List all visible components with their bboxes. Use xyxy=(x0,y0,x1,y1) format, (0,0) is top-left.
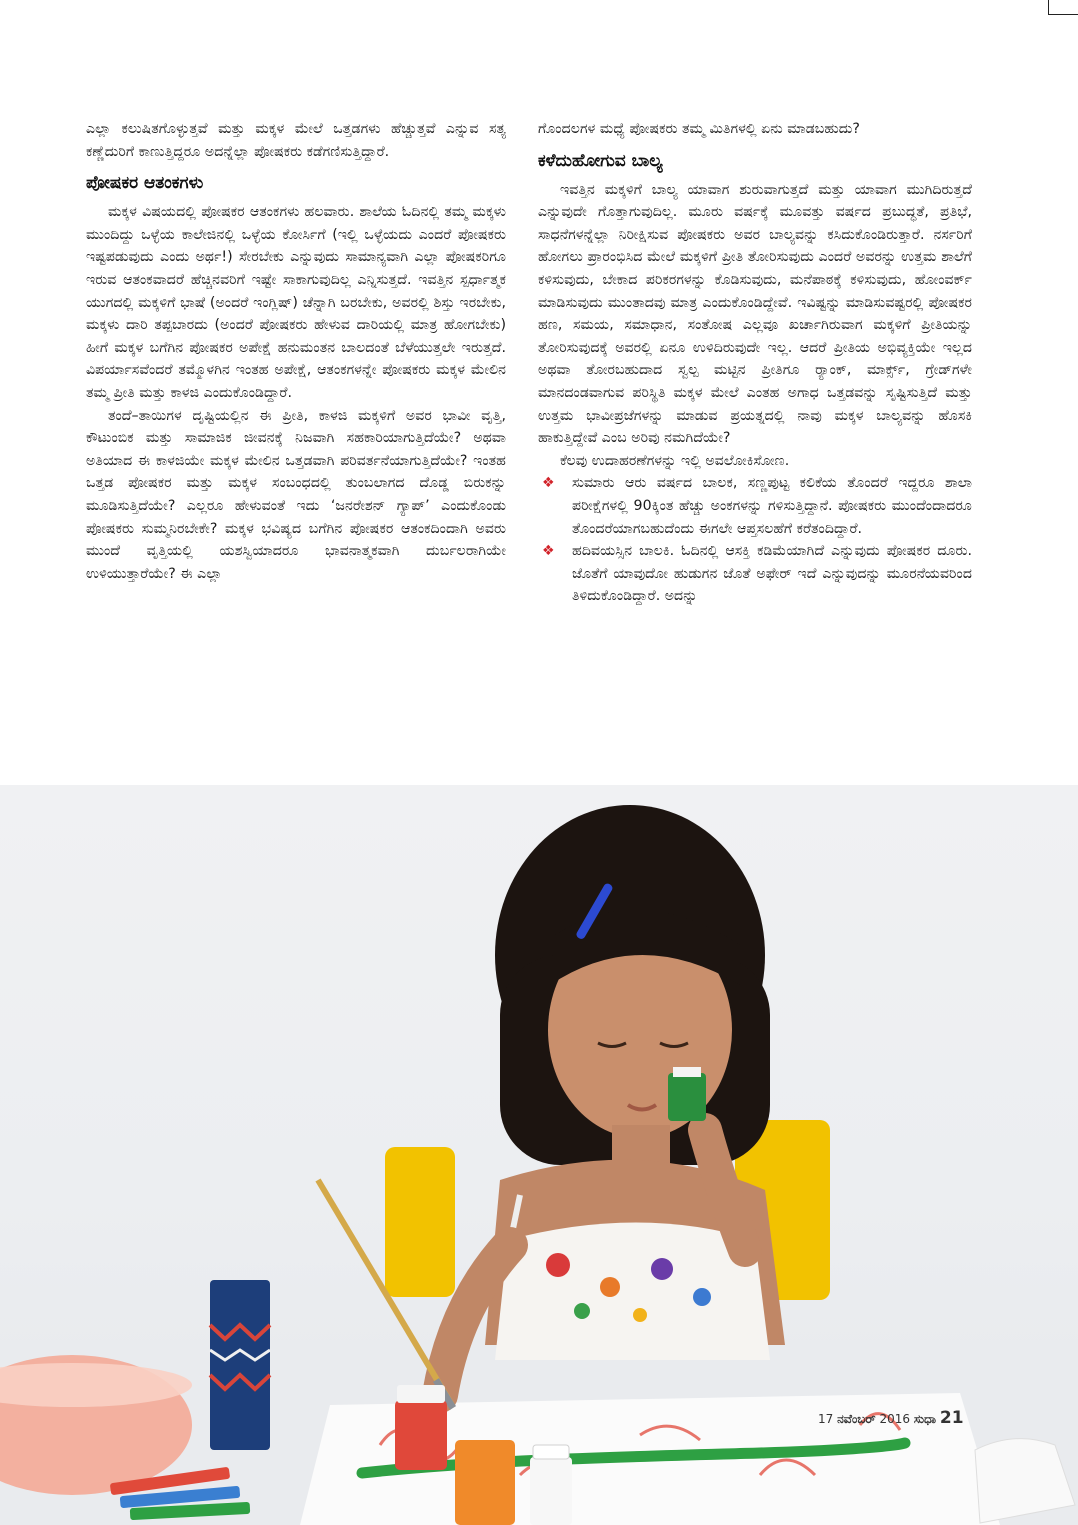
diamond-bullet-icon: ❖ xyxy=(542,543,555,560)
magazine-name: ಸುಧಾ xyxy=(913,1412,937,1426)
yellow-chair-left xyxy=(385,1147,455,1297)
example-list xyxy=(538,472,972,608)
right-column xyxy=(538,118,972,608)
neck xyxy=(612,1125,670,1165)
patterned-pencil-cup xyxy=(210,1280,270,1450)
embroidered-flower xyxy=(633,1308,647,1322)
paragraph: ಗೊಂದಲಗಳ ಮಧ್ಯೆ ಪೋಷಕರು ತಮ್ಮ ಮಿತಿಗಳಲ್ಲಿ ಏನು ಮಾಡಬಹುದು? xyxy=(538,121,860,137)
issue-day: 17 xyxy=(818,1412,834,1426)
paragraph: ಕೆಲವು ಉದಾಹರಣೆಗಳನ್ನು ಇಲ್ಲಿ ಅವಲೋಕಿಸೋಣ. xyxy=(560,452,790,469)
paragraph: ಮಕ್ಕಳ ವಿಷಯದಲ್ಲಿ ಪೋಷಕರ ಆತಂಕಗಳು ಹಲವಾರು. ಶಾಲೆಯ ಓದಿನಲ್ಲಿ ತಮ್ಮ ಮಕ್ಕಳು ಮುಂದಿದ್ದು ಒಳ್ಳೆಯ ಕಾಲೇಜಿನಲ್ಲಿ ಒಳ್ಳೆಯ ಕೋರ್ಸಿಗೆ (ಇಲ್ಲಿ ಒಳ್ಳೆಯದು ಎಂದರೆ ಪೋಷಕರು ಇಷ್ಟಪಡುವುದು ಎಂದು ಅರ್ಥ!) ಸೇರಬೇಕು ಎನ್ನುವುದು ಸಾಮಾನ್ಯವಾಗಿ ಎಲ್ಲಾ ಪೋಷಕರಿಗೂ ಇರುವ ಆತಂಕವಾದರೆ ಹೆಚ್ಚಿನವರಿಗೆ ಇಷ್ಟೇ ಸಾಕಾಗುವುದಿಲ್ಲ ಎನ್ನಿಸುತ್ತದೆ. ಇವತ್ತಿನ ಸ್ಪರ್ಧಾತ್ಮಕ ಯುಗದಲ್ಲಿ ಮಕ್ಕಳಿಗೆ ಭಾಷೆ (ಅಂದರೆ ಇಂಗ್ಲಿಷ್) ಚೆನ್ನಾಗಿ ಬರಬೇಕು, ಅವರಲ್ಲಿ ಶಿಸ್ತು ಇರಬೇಕು, ಮಕ್ಕಳು ದಾರಿ ತಪ್ಪಬಾರದು (ಅಂದರೆ ಪೋಷಕರು ಹೇಳುವ ದಾರಿಯಲ್ಲಿ ಮಾತ್ರ ಹೋಗಬೇಕು) ಹೀಗೆ ಮಕ್ಕಳ ಬಗೆಗಿನ ಪೋಷಕರ ಅಪೇಕ್ಷೆ ಹನುಮಂತನ ಬಾಲದಂತೆ ಬೆಳೆಯುತ್ತಲೇ ಇರುತ್ತದೆ. ವಿಪರ್ಯಾಸವೆಂದರೆ ತಮ್ಮೊಳಗಿನ ಇಂತಹ ಅಪೇಕ್ಷೆ, ಆತಂಕಗಳನ್ನೇ ಪೋಷಕರು ಮಕ್ಕಳ ಮೇಲಿನ ತಮ್ಮ ಪ್ರೀತಿ ಮತ್ತು ಕಾಳಜಿ ಎಂದುಕೊಂಡಿದ್ದಾರೆ. xyxy=(86,204,506,401)
left-column xyxy=(86,118,506,585)
issue-year: 2016 xyxy=(879,1412,911,1426)
embroidered-flower xyxy=(693,1288,711,1306)
bottle-cap xyxy=(673,1067,701,1077)
white-paint-jar xyxy=(530,1457,572,1525)
list-item xyxy=(538,540,972,608)
page-footer xyxy=(818,1408,964,1428)
crop-mark xyxy=(1048,0,1049,14)
paragraph: ಇವತ್ತಿನ ಮಕ್ಕಳಿಗೆ ಬಾಲ್ಯ ಯಾವಾಗ ಶುರುವಾಗುತ್ತದೆ ಮತ್ತು ಯಾವಾಗ ಮುಗಿದಿರುತ್ತದೆ ಎನ್ನುವುದೇ ಗೊತ್ತಾಗುವುದಿಲ್ಲ. ಮೂರು ವರ್ಷಕ್ಕೆ ಮೂವತ್ತು ವರ್ಷದ ಪ್ರಬುದ್ಧತೆ, ಪ್ರತಿಭೆ, ಸಾಧನೆಗಳನ್ನೆಲ್ಲಾ ನಿರೀಕ್ಷಿಸುವ ಪೋಷಕರು ಅವರ ಬಾಲ್ಯವನ್ನು ಕಸಿದುಕೊಂಡಿರುತ್ತಾರೆ. ನರ್ಸರಿಗೆ ಹೋಗಲು ಪ್ರಾರಂಭಿಸಿದ ಮೇಲೆ ಮಕ್ಕಳಿಗೆ ಪ್ರೀತಿ ತೋರಿಸುವುದು ಎಂದರೆ ಅವರನ್ನು ಉತ್ತಮ ಶಾಲೆಗೆ ಕಳಿಸುವುದು, ಬೇಕಾದ ಪರಿಕರಗಳನ್ನು ಕೊಡಿಸುವುದು, ಮನೆಪಾಠಕ್ಕೆ ಕಳಿಸುವುದು, ಹೋಂವರ್ಕ್ ಮಾಡಿಸುವುದು ಮುಂತಾದವು ಮಾತ್ರ ಎಂದುಕೊಂಡಿದ್ದೇವೆ. ಇವಿಷ್ಟನ್ನು ಮಾಡಿಸುವಷ್ಟರಲ್ಲಿ ಪೋಷಕರ ಹಣ, ಸಮಯ, ಸಮಾಧಾನ, ಸಂತೋಷ ಎಲ್ಲವೂ ಖರ್ಚಾಗಿರುವಾಗ ಮಕ್ಕಳಿಗೆ ಪ್ರೀತಿಯನ್ನು ತೋರಿಸುವುದಕ್ಕೆ ಅವರಲ್ಲಿ ಏನೂ ಉಳಿದಿರುವುದೇ ಇಲ್ಲ. ಆದರೆ ಪ್ರೀತಿಯ ಅಭಿವ್ಯಕ್ತಿಯೇ ಇಲ್ಲದ ಅಥವಾ ತೋರಬಹುದಾದ ಸ್ವಲ್ಪ ಮಟ್ಟಿನ ಪ್ರೀತಿಗೂ ರ್‍ಯಾಂಕ್, ಮಾರ್ಕ್ಸ್, ಗ್ರೇಡ್‌ಗಳೇ ಮಾನದಂಡವಾಗುವ ಪರಿಸ್ಥಿತಿ ಮಕ್ಕಳ ಮೇಲೆ ಎಂತಹ ಅಗಾಧ ಒತ್ತಡವನ್ನು ಸೃಷ್ಟಿಸುತ್ತಿದೆ ಮತ್ತು ಉತ್ತಮ ಭಾವೀಪ್ರಜೆಗಳನ್ನು ಮಾಡುವ ಪ್ರಯತ್ನದಲ್ಲಿ ನಾವು ಮಕ್ಕಳ ಬಾಲ್ಯವನ್ನು ಹೊಸಕಿ ಹಾಕುತ್ತಿದ್ದೇವೆ ಎಂಬ ಅರಿವು ನಮಗಿದೆಯೇ? xyxy=(538,181,972,447)
crop-mark xyxy=(1048,14,1078,15)
section-heading: ಪೋಷಕರ ಆತಂಕಗಳು xyxy=(86,173,204,194)
list-item xyxy=(538,472,972,540)
list-item-text: ಹದಿವಯಸ್ಸಿನ ಬಾಲಕಿ. ಓದಿನಲ್ಲಿ ಆಸಕ್ತಿ ಕಡಿಮೆಯಾಗಿದೆ ಎನ್ನುವುದು ಪೋಷಕರ ದೂರು. ಜೊತೆಗೆ ಯಾವುದೋ ಹುಡುಗನ ಜೊತೆ ಅಫೇರ್ ಇದೆ ಎನ್ನುವುದನ್ನು ಮೂರನೆಯವರಿಂದ ತಿಳಿದುಕೊಂಡಿದ್ದಾರೆ. ಅದನ್ನು xyxy=(572,543,972,605)
red-paint-jar xyxy=(395,1400,447,1470)
list-item-text: ಸುಮಾರು ಆರು ವರ್ಷದ ಬಾಲಕ, ಸಣ್ಣಪುಟ್ಟ ಕಲಿಕೆಯ ತೊಂದರೆ ಇದ್ದರೂ ಶಾಲಾ ಪರೀಕ್ಷೆಗಳಲ್ಲಿ 90ಕ್ಕಿಂತ ಹೆಚ್ಚು ಅಂಕಗಳನ್ನು ಗಳಿಸುತ್ತಿದ್ದಾನೆ. ಪೋಷಕರು ಮುಂದೆಂದಾದರೂ ತೊಂದರೆಯಾಗಬಹುದೆಂದು ಈಗಲೇ ಆಪ್ತಸಲಹೆಗೆ ಕರೆತಂದಿದ್ದಾರೆ. xyxy=(572,475,972,537)
paragraph: ತಂದೆ–ತಾಯಿಗಳ ದೃಷ್ಟಿಯಲ್ಲಿನ ಈ ಪ್ರೀತಿ, ಕಾಳಜಿ ಮಕ್ಕಳಿಗೆ ಅವರ ಭಾವೀ ವೃತ್ತಿ, ಕೌಟುಂಬಿಕ ಮತ್ತು ಸಾಮಾಜಿಕ ಜೀವನಕ್ಕೆ ನಿಜವಾಗಿ ಸಹಕಾರಿಯಾಗುತ್ತಿದೆಯೇ? ಅಥವಾ ಅತಿಯಾದ ಈ ಕಾಳಜಿಯೇ ಮಕ್ಕಳ ಮೇಲಿನ ಒತ್ತಡವಾಗಿ ಪರಿವರ್ತನೆಯಾಗುತ್ತಿದೆಯೇ? ಇಂತಹ ಒತ್ತಡ ಪೋಷಕರ ಮತ್ತು ಮಕ್ಕಳ ಸಂಬಂಧದಲ್ಲಿ ತುಂಬಲಾಗದ ದೊಡ್ಡ ಬಿರುಕನ್ನು ಮೂಡಿಸುತ್ತಿದೆಯೇ? ಎಲ್ಲರೂ ಹೇಳುವಂತೆ ಇದು ‘ಜನರೇಶನ್ ಗ್ಯಾಪ್’ ಎಂದುಕೊಂಡು ಪೋಷಕರು ಸುಮ್ಮನಿರಬೇಕೇ? ಮಕ್ಕಳ ಭವಿಷ್ಯದ ಬಗೆಗಿನ ಪೋಷಕರ ಆತಂಕದಿಂದಾಗಿ ಅವರು ಮುಂದೆ ವೃತ್ತಿಯಲ್ಲಿ ಯಶಸ್ವಿಯಾದರೂ ಭಾವನಾತ್ಮಕವಾಗಿ ದುರ್ಬಲರಾಗಿಯೇ ಉಳಿಯುತ್ತಾರೆಯೇ? ಈ ಎಲ್ಲಾ xyxy=(86,407,506,582)
embroidered-flower xyxy=(600,1277,620,1297)
embroidered-flower xyxy=(651,1258,673,1280)
orange-paint-jar xyxy=(455,1440,515,1525)
section-heading: ಕಳೆದುಹೋಗುವ ಬಾಲ್ಯ xyxy=(538,150,663,171)
embroidered-flower xyxy=(574,1303,590,1319)
issue-month: ನವೆಂಬರ್ xyxy=(837,1412,876,1426)
page-number: 21 xyxy=(939,1408,964,1428)
embroidered-flower xyxy=(546,1253,570,1277)
jar-lid xyxy=(397,1385,445,1403)
diamond-bullet-icon: ❖ xyxy=(542,475,555,492)
jar-lid xyxy=(533,1445,569,1459)
green-paint-bottle xyxy=(668,1073,706,1121)
paragraph: ಎಲ್ಲಾ ಕಲುಷಿತಗೊಳ್ಳುತ್ತವೆ ಮತ್ತು ಮಕ್ಕಳ ಮೇಲೆ ಒತ್ತಡಗಳು ಹೆಚ್ಚುತ್ತವೆ ಎನ್ನುವ ಸತ್ಯ ಕಣ್ಣೆದುರಿಗೆ ಕಾಣುತ್ತಿದ್ದರೂ ಅದನ್ನೆಲ್ಲಾ ಪೋಷಕರು ಕಡೆಗಣಿಸುತ್ತಿದ್ದಾರೆ. xyxy=(86,121,506,160)
